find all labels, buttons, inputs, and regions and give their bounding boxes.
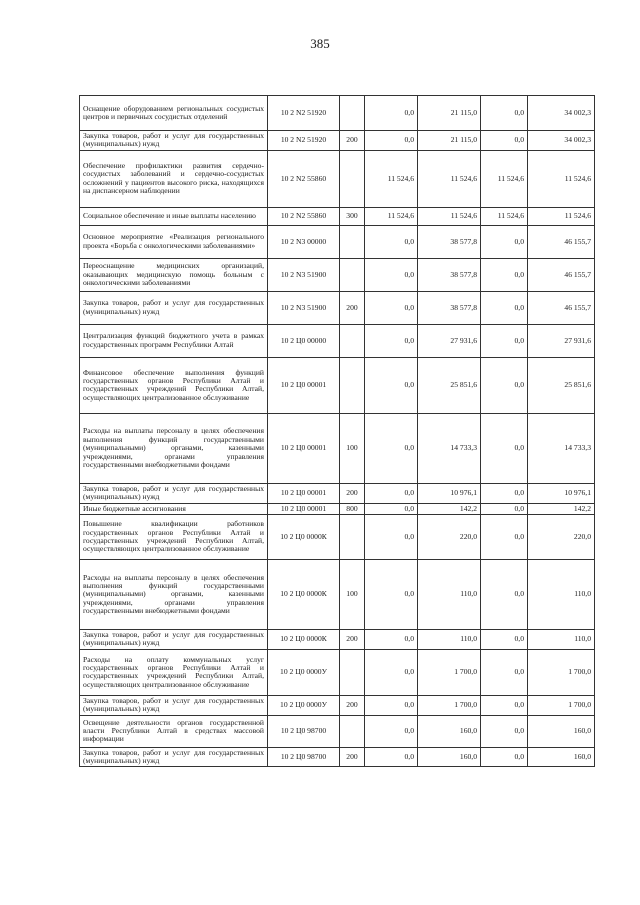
cell-type: 200 — [340, 747, 365, 767]
cell-name: Закупка товаров, работ и услуг для государственных (муниципальных) нужд — [80, 747, 268, 767]
cell-name: Иные бюджетные ассигнования — [80, 503, 268, 514]
cell-code: 10 2 Ц0 0000К — [268, 630, 340, 650]
cell-v2: 38 577,8 — [418, 258, 481, 291]
cell-v1: 0,0 — [365, 503, 418, 514]
cell-type — [340, 515, 365, 560]
budget-table — [79, 95, 595, 767]
cell-name: Оснащение оборудованием региональных сосудистых центров и первичных сосудистых отделений — [80, 96, 268, 131]
cell-name: Обеспечение профилактики развития сердечно-сосудистых заболеваний и сердечно-сосудистых осложнений у пациентов высокого риска, находящихся на диспансерном наблюдении — [80, 150, 268, 207]
cell-v4: 46 155,7 — [528, 258, 595, 291]
cell-v4: 46 155,7 — [528, 291, 595, 324]
cell-v4: 11 524,6 — [528, 150, 595, 207]
cell-type: 200 — [340, 695, 365, 715]
cell-v3: 0,0 — [481, 695, 528, 715]
cell-v2: 110,0 — [418, 630, 481, 650]
cell-v3: 0,0 — [481, 515, 528, 560]
cell-name: Повышение квалификации работников государственных органов Республики Алтай и государственных учреждений Республики Алтай, осуществляющих централизованное обслуживание — [80, 515, 268, 560]
cell-v2: 110,0 — [418, 560, 481, 630]
table-row — [80, 131, 595, 151]
cell-type — [340, 715, 365, 747]
table-row — [80, 649, 595, 695]
cell-v1: 0,0 — [365, 649, 418, 695]
cell-name: Финансовое обеспечение выполнения функций государственных органов Республики Алтай и государственных учреждений Республики Алтай, осуществляющих централизованное обслуживание — [80, 357, 268, 413]
cell-name: Основное мероприятие «Реализация регионального проекта «Борьба с онкологическими заболеваниями» — [80, 225, 268, 258]
cell-type: 200 — [340, 291, 365, 324]
table-row — [80, 324, 595, 357]
cell-name: Расходы на выплаты персоналу в целях обеспечения выполнения функций государственными (муниципальными) органами, казенными учреждениями, органами управления государственными внебюджетными фондами — [80, 560, 268, 630]
cell-v4: 110,0 — [528, 560, 595, 630]
cell-v3: 0,0 — [481, 96, 528, 131]
cell-v4: 25 851,6 — [528, 357, 595, 413]
cell-v3: 0,0 — [481, 483, 528, 503]
page-number: 385 — [310, 36, 330, 51]
cell-v1: 0,0 — [365, 630, 418, 650]
cell-code: 10 2 N3 51900 — [268, 291, 340, 324]
table-row — [80, 715, 595, 747]
cell-v1: 0,0 — [365, 96, 418, 131]
table-row — [80, 225, 595, 258]
table-row — [80, 747, 595, 767]
cell-v1: 0,0 — [365, 483, 418, 503]
cell-type: 300 — [340, 207, 365, 225]
cell-v2: 38 577,8 — [418, 225, 481, 258]
cell-name: Закупка товаров, работ и услуг для государственных (муниципальных) нужд — [80, 630, 268, 650]
cell-v3: 0,0 — [481, 291, 528, 324]
table-row — [80, 207, 595, 225]
cell-v3: 0,0 — [481, 503, 528, 514]
cell-v3: 0,0 — [481, 357, 528, 413]
table-row — [80, 413, 595, 483]
cell-v1: 0,0 — [365, 515, 418, 560]
table-row — [80, 150, 595, 207]
cell-name: Социальное обеспечение и иные выплаты населению — [80, 207, 268, 225]
cell-v3: 11 524,6 — [481, 207, 528, 225]
cell-v4: 46 155,7 — [528, 225, 595, 258]
cell-code: 10 2 Ц0 00001 — [268, 413, 340, 483]
cell-v1: 0,0 — [365, 747, 418, 767]
cell-v4: 1 700,0 — [528, 695, 595, 715]
table-row — [80, 503, 595, 514]
cell-v1: 11 524,6 — [365, 150, 418, 207]
table-row — [80, 630, 595, 650]
table-row — [80, 483, 595, 503]
cell-type: 100 — [340, 413, 365, 483]
cell-v4: 34 002,3 — [528, 96, 595, 131]
cell-name: Переоснащение медицинских организаций, оказывающих медицинскую помощь больным с онкологическими заболеваниями — [80, 258, 268, 291]
cell-v3: 0,0 — [481, 747, 528, 767]
cell-v1: 0,0 — [365, 291, 418, 324]
cell-type — [340, 150, 365, 207]
cell-v4: 11 524,6 — [528, 207, 595, 225]
cell-code: 10 2 Ц0 0000К — [268, 515, 340, 560]
cell-name: Закупка товаров, работ и услуг для государственных (муниципальных) нужд — [80, 291, 268, 324]
cell-code: 10 2 Ц0 0000К — [268, 560, 340, 630]
cell-v2: 10 976,1 — [418, 483, 481, 503]
cell-type: 100 — [340, 560, 365, 630]
cell-type — [340, 258, 365, 291]
budget-table-body — [80, 96, 595, 767]
cell-type — [340, 324, 365, 357]
cell-v2: 142,2 — [418, 503, 481, 514]
cell-type — [340, 357, 365, 413]
cell-v3: 0,0 — [481, 258, 528, 291]
cell-code: 10 2 Ц0 00001 — [268, 357, 340, 413]
cell-type: 200 — [340, 483, 365, 503]
cell-v2: 21 115,0 — [418, 131, 481, 151]
cell-code: 10 2 N2 55860 — [268, 150, 340, 207]
cell-v2: 11 524,6 — [418, 207, 481, 225]
cell-v4: 34 002,3 — [528, 131, 595, 151]
cell-type — [340, 649, 365, 695]
cell-name: Освещение деятельности органов государственной власти Республики Алтай в средствах массовой информации — [80, 715, 268, 747]
cell-v2: 160,0 — [418, 715, 481, 747]
cell-name: Расходы на оплату коммунальных услуг государственных органов Республики Алтай и государственных учреждений Республики Алтай, осуществляющих централизованное обслуживание — [80, 649, 268, 695]
cell-v4: 160,0 — [528, 715, 595, 747]
table-row — [80, 695, 595, 715]
cell-code: 10 2 Ц0 98700 — [268, 715, 340, 747]
cell-name: Расходы на выплаты персоналу в целях обеспечения выполнения функций государственными (муниципальными) органами, казенными учреждениями, органами управления государственными внебюджетными фондами — [80, 413, 268, 483]
cell-code: 10 2 Ц0 00000 — [268, 324, 340, 357]
cell-name: Закупка товаров, работ и услуг для государственных (муниципальных) нужд — [80, 483, 268, 503]
cell-v1: 0,0 — [365, 258, 418, 291]
cell-v4: 27 931,6 — [528, 324, 595, 357]
cell-v2: 1 700,0 — [418, 649, 481, 695]
cell-code: 10 2 N3 00000 — [268, 225, 340, 258]
cell-v3: 0,0 — [481, 560, 528, 630]
cell-v2: 1 700,0 — [418, 695, 481, 715]
cell-code: 10 2 N2 51920 — [268, 96, 340, 131]
cell-type: 200 — [340, 131, 365, 151]
cell-v2: 25 851,6 — [418, 357, 481, 413]
cell-code: 10 2 Ц0 0000У — [268, 649, 340, 695]
cell-v1: 0,0 — [365, 715, 418, 747]
cell-v3: 11 524,6 — [481, 150, 528, 207]
cell-v3: 0,0 — [481, 324, 528, 357]
cell-code: 10 2 Ц0 00001 — [268, 483, 340, 503]
cell-v1: 0,0 — [365, 324, 418, 357]
cell-v1: 0,0 — [365, 131, 418, 151]
cell-v3: 0,0 — [481, 649, 528, 695]
cell-v2: 11 524,6 — [418, 150, 481, 207]
cell-v4: 220,0 — [528, 515, 595, 560]
cell-v2: 14 733,3 — [418, 413, 481, 483]
cell-v4: 1 700,0 — [528, 649, 595, 695]
table-row — [80, 96, 595, 131]
cell-v1: 0,0 — [365, 225, 418, 258]
cell-name: Закупка товаров, работ и услуг для государственных (муниципальных) нужд — [80, 695, 268, 715]
table-row — [80, 515, 595, 560]
cell-code: 10 2 N2 55860 — [268, 207, 340, 225]
cell-v2: 220,0 — [418, 515, 481, 560]
cell-v1: 11 524,6 — [365, 207, 418, 225]
cell-code: 10 2 Ц0 00001 — [268, 503, 340, 514]
cell-v2: 21 115,0 — [418, 96, 481, 131]
cell-v1: 0,0 — [365, 695, 418, 715]
cell-type: 200 — [340, 630, 365, 650]
cell-v2: 160,0 — [418, 747, 481, 767]
cell-name: Закупка товаров, работ и услуг для государственных (муниципальных) нужд — [80, 131, 268, 151]
cell-v1: 0,0 — [365, 413, 418, 483]
cell-v3: 0,0 — [481, 413, 528, 483]
cell-type — [340, 96, 365, 131]
cell-v2: 27 931,6 — [418, 324, 481, 357]
cell-v4: 160,0 — [528, 747, 595, 767]
cell-v4: 110,0 — [528, 630, 595, 650]
cell-code: 10 2 Ц0 98700 — [268, 747, 340, 767]
cell-v3: 0,0 — [481, 225, 528, 258]
cell-v2: 38 577,8 — [418, 291, 481, 324]
cell-name: Централизация функций бюджетного учета в рамках государственных программ Республики Алтай — [80, 324, 268, 357]
table-row — [80, 560, 595, 630]
cell-v3: 0,0 — [481, 715, 528, 747]
table-row — [80, 357, 595, 413]
cell-v4: 142,2 — [528, 503, 595, 514]
cell-v1: 0,0 — [365, 357, 418, 413]
cell-code: 10 2 N2 51920 — [268, 131, 340, 151]
cell-v3: 0,0 — [481, 131, 528, 151]
table-row — [80, 291, 595, 324]
cell-v4: 10 976,1 — [528, 483, 595, 503]
cell-v3: 0,0 — [481, 630, 528, 650]
cell-code: 10 2 N3 51900 — [268, 258, 340, 291]
cell-v1: 0,0 — [365, 560, 418, 630]
cell-v4: 14 733,3 — [528, 413, 595, 483]
cell-code: 10 2 Ц0 0000У — [268, 695, 340, 715]
cell-type: 800 — [340, 503, 365, 514]
cell-type — [340, 225, 365, 258]
table-row — [80, 258, 595, 291]
